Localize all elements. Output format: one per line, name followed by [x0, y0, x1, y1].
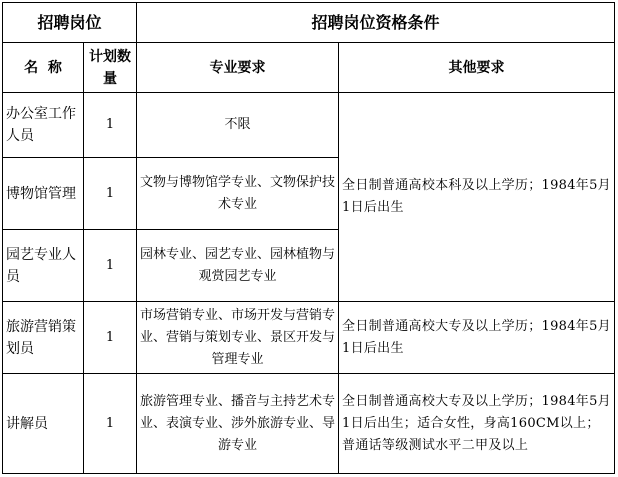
- plan-count: 1: [84, 230, 137, 302]
- recruitment-table: [2, 2, 615, 474]
- table-row: [3, 93, 615, 158]
- post-name: 讲解员: [3, 374, 84, 474]
- major-requirement: 不限: [137, 93, 339, 158]
- post-name: 办公室工作人员: [3, 93, 84, 158]
- major-requirement: 市场营销专业、市场开发与营销专业、营销与策划专业、景区开发与管理专业: [137, 302, 339, 374]
- plan-count: 1: [84, 374, 137, 474]
- other-requirement: 全日制普通高校大专及以上学历；1984年5月1日后出生: [339, 302, 615, 374]
- post-name: 旅游营销策划员: [3, 302, 84, 374]
- other-column-header: 其他要求: [339, 43, 615, 93]
- other-requirement: 全日制普通高校本科及以上学历；1984年5月1日后出生: [339, 93, 615, 302]
- plan-count: 1: [84, 158, 137, 230]
- post-group-header: 招聘岗位: [3, 3, 137, 43]
- post-name: 博物馆管理: [3, 158, 84, 230]
- qualification-group-header: 招聘岗位资格条件: [137, 3, 615, 43]
- plan-count: 1: [84, 302, 137, 374]
- name-column-header: 名 称: [3, 43, 84, 93]
- post-name: 园艺专业人员: [3, 230, 84, 302]
- table-row: [3, 374, 615, 474]
- plan-count-column-header: 计划数量: [84, 43, 137, 93]
- major-requirement: 旅游管理专业、播音与主持艺术专业、表演专业、涉外旅游专业、导游专业: [137, 374, 339, 474]
- plan-count: 1: [84, 93, 137, 158]
- major-requirement: 园林专业、园艺专业、园林植物与观赏园艺专业: [137, 230, 339, 302]
- major-requirement: 文物与博物馆学专业、文物保护技术专业: [137, 158, 339, 230]
- table-row: [3, 302, 615, 374]
- header-row: [3, 3, 615, 43]
- column-header-row: [3, 43, 615, 93]
- other-requirement: 全日制普通高校大专及以上学历；1984年5月1日后出生；适合女性，身高160CM以上；普通话等级测试水平二甲及以上: [339, 374, 615, 474]
- major-column-header: 专业要求: [137, 43, 339, 93]
